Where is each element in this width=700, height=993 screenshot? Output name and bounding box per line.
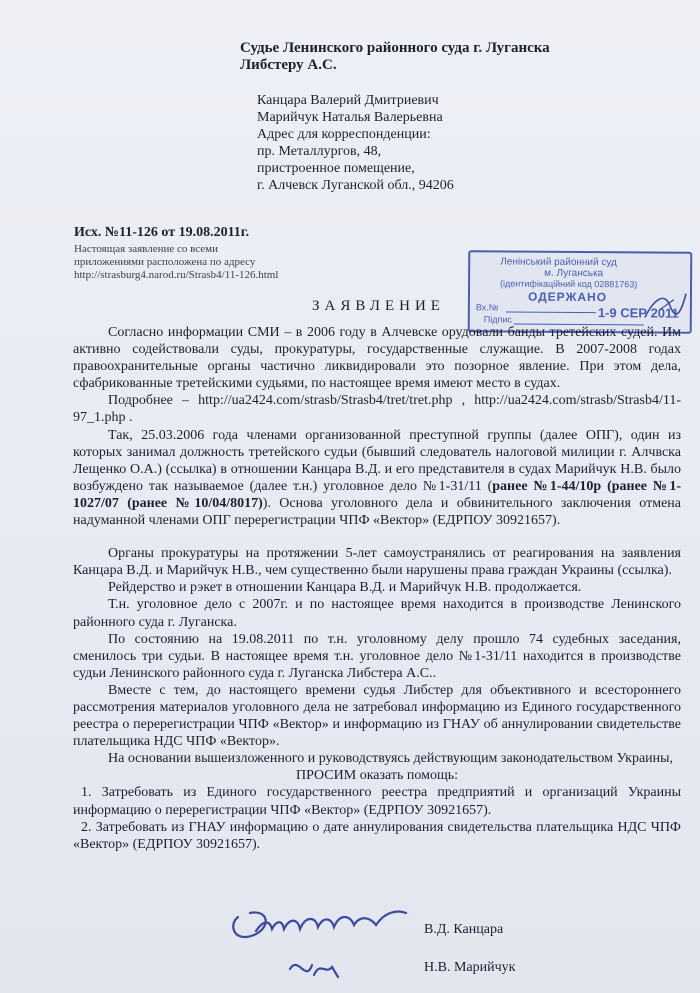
body-text: ). Основа уголовного дела и обвинительного заключения отмена надуманной членами ОПГ перерегистрации ЧПФ «Вектор» (ЕДРПОУ 30921657). <box>73 495 681 529</box>
stamp-date: 1-9 СЕР 2011 <box>597 305 679 321</box>
stamp-court-name: Ленінський районний суд <box>500 256 617 269</box>
stamp-incoming-number-label: Вх.№ <box>475 302 499 313</box>
body-paragraph: На основании вышеизложенного и руководствуясь действующим законодательством Украины, <box>108 751 674 767</box>
case-number-history: ранее №1-44/10р (ранее №1-1027/07 (ранее №10/04/8017) <box>73 478 682 511</box>
paragraph-gap <box>73 529 681 545</box>
body-paragraph-links[interactable]: Подробнее – http://ua2424.com/strasb/Strasb4/tret/tret.php , http://ua2424.com/strasb/Strasb4/11-97_1.php . <box>73 393 681 426</box>
handwritten-signatures <box>220 895 420 993</box>
request-item: 1. Затребовать из Единого государственного реестра предприятий и организаций Украины информацию о перерегистрации ЧПФ «Вектор» (ЕДРПОУ 30921657). <box>73 785 681 818</box>
sender-line: пристроенное помещение, <box>257 161 415 176</box>
court-received-stamp <box>468 250 693 334</box>
signatory-name: В.Д. Канцара <box>424 922 504 937</box>
addressee-line: Судье Ленинского районного суда г. Луганска <box>240 40 550 56</box>
addressee-block <box>240 40 550 74</box>
sender-line: Марийчук Наталья Валерьевна <box>257 110 443 125</box>
stamp-signature-label: Підпис <box>483 314 512 325</box>
body-text: Так, 25.03.2006 года членами организованной преступной группы (далее ОПГ), один из которых занимал должность третейского судьи (бывший следователь налоговой милиции г. Алчвска Лещенко О.А.) (ссылка) в отношении Канцара В.Д. и его представителя в судах Марийчук Н.В. было возбуждено так называемое (далее т.н.) уголовное дело №1-31/11 ( <box>73 427 681 494</box>
document-body <box>73 324 681 853</box>
body-paragraph: Органы прокуратуры на протяжении 5-лет самоустранялись от реагирования на заявления Канцара В.Д. и Марийчук Н.В., чем существенно были нарушены права граждан Украины (ссылка). <box>73 546 681 579</box>
reference-note-line: приложениями расположена по адресу <box>74 256 256 268</box>
request-item: 2. Затребовать из ГНАУ информацию о дате аннулирования свидетельства плательщика НДС ЧПФ «Вектор» (ЕДРПОУ 30921657). <box>73 819 681 852</box>
sender-line: г. Алчевск Луганской обл., 94206 <box>257 178 454 193</box>
stamp-city: м. Луганська <box>544 267 604 280</box>
body-paragraph: По состоянию на 19.08.2011 по т.н. уголовному делу прошло 74 судебных заседания, сменилось три судьи. В настоящее время т.н. уголовное дело №1-31/11 находится в производстве судьи Ленинского районного суда г. Луганска Либстера А.С.. <box>73 631 681 681</box>
outgoing-reference-number: Исх. №11-126 от 19.08.2011г. <box>74 225 250 240</box>
stamp-received-label: ОДЕРЖАНО <box>527 289 608 305</box>
sender-block <box>257 92 454 194</box>
signatory-name: Н.В. Марийчук <box>424 960 516 975</box>
body-paragraph: Т.н. уголовное дело с 2007г. и по настоящее время находится в производстве Ленинского районного суда г. Луганска. <box>73 597 681 630</box>
addressee-line: Либстеру А.С. <box>240 57 337 73</box>
document-title: ЗАЯВЛЕНИЕ <box>312 298 445 314</box>
body-paragraph: Вместе с тем, до настоящего времени судья Либстер для объективного и всестороннего рассмотрения материалов уголовного дела не затребовал информацию из Единого государственного реестра о перерегистрации ЧПФ «Вектор» и информацию из ГНАУ об аннулировании свидетельстве плательщика НДС ЧПФ «Вектор». <box>73 682 681 750</box>
reference-note-link[interactable]: http://strasburg4.narod.ru/Strasb4/11-126.html <box>74 269 279 281</box>
sender-line: Канцара Валерий Дмитриевич <box>257 93 439 108</box>
sender-line: пр. Металлургов, 48, <box>257 144 382 159</box>
stamp-id-code: (ідентифікаційний код 02881763) <box>500 278 638 290</box>
request-heading: ПРОСИМ оказать помощь: <box>295 768 459 784</box>
sender-line: Адрес для корреспонденции: <box>257 127 431 142</box>
body-paragraph: Рейдерство и рэкет в отношении Канцара В.Д. и Марийчук Н.В. продолжается. <box>108 580 582 596</box>
reference-note-line: Настоящая заявление со всеми <box>74 243 219 255</box>
stamp-number-line <box>506 311 596 313</box>
reference-note <box>74 243 278 282</box>
stamp-initials-scribble <box>640 287 690 327</box>
body-paragraph <box>73 427 681 530</box>
body-paragraph: Согласно информации СМИ – в 2006 году в Алчевске орудовали банды третейских судей. Им активно содействовали суды, прокуратуры, государственные служащие. В 2007-2008 годах правоохранительные органы частично ликвидировали это позорное явление. При этом дела, сфабрикованные третейскими судьями, по настоящее время имеют место в судах. <box>73 325 681 392</box>
